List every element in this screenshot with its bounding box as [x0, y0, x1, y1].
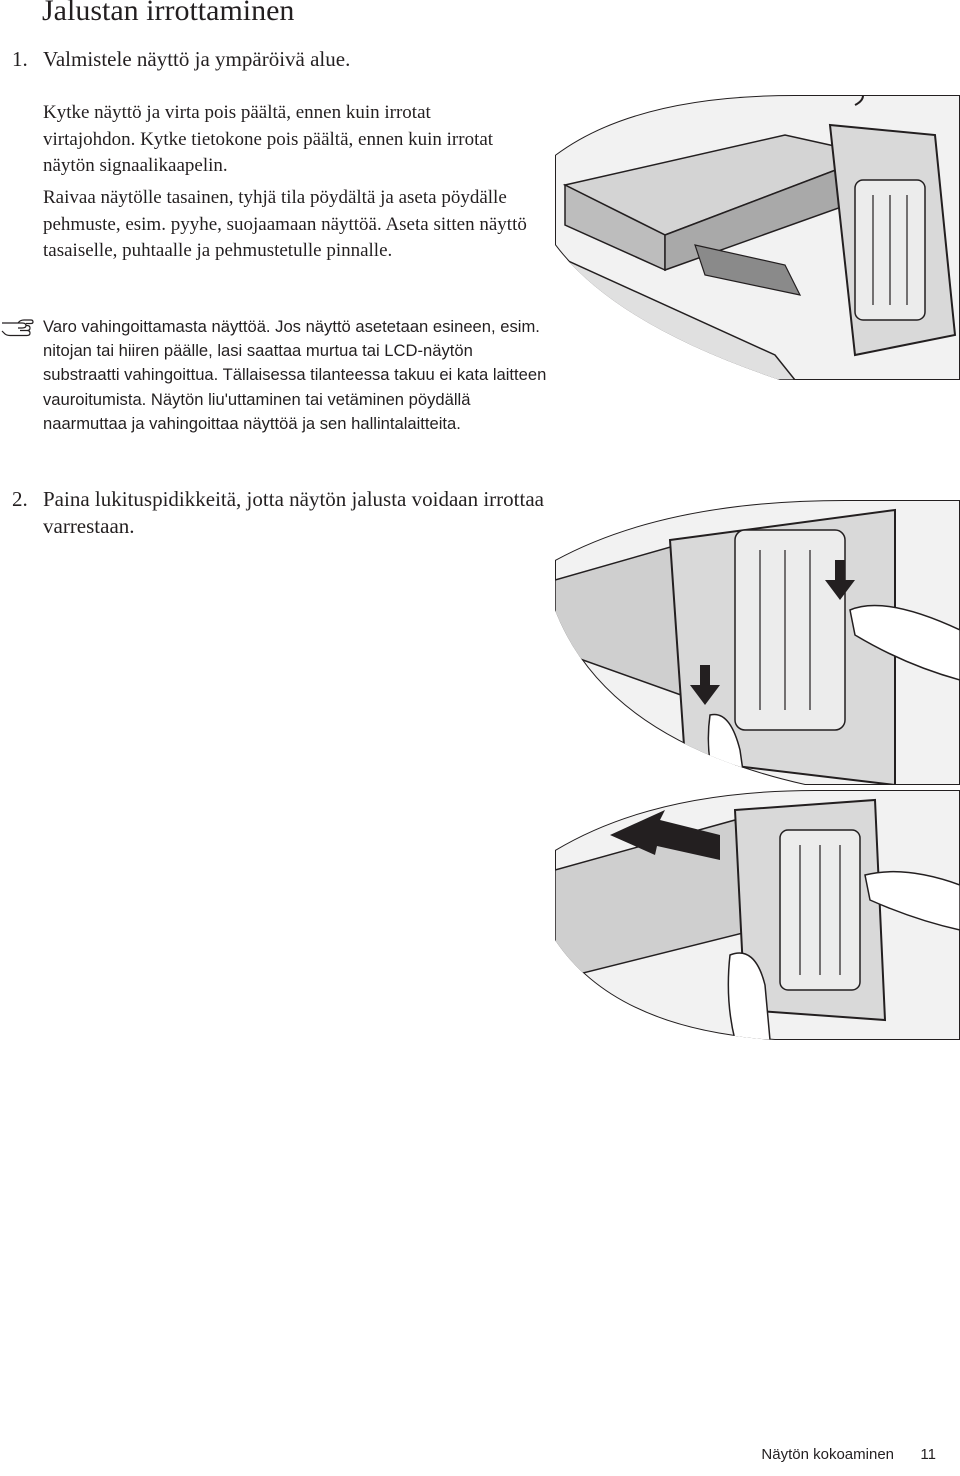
step-number: 1.	[12, 47, 28, 71]
step-2	[12, 486, 552, 546]
step-1	[12, 46, 452, 76]
instruction-paragraph: Raivaa näytölle tasainen, tyhjä tila pöydältä ja aseta pöydälle pehmuste, esim. pyyhe, suojaamaan näyttöä. Aseta sitten näyttö tasaiselle, puhtaalle ja pehmustetulle pinnalle.	[43, 187, 527, 261]
step-text: Valmistele näyttö ja ympäröivä alue.	[43, 47, 351, 71]
release-latch-illustration	[545, 500, 960, 785]
page-number: 11	[920, 1446, 936, 1463]
monitor-stand-illustration	[555, 95, 960, 380]
instruction-paragraph: Kytke näyttö ja virta pois päältä, ennen kuin irrotat virtajohdon. Kytke tietokone pois päältä, ennen kuin irrotat näytön signaalikaapelin.	[43, 102, 494, 176]
step-number: 2.	[12, 487, 28, 511]
note-text: Varo vahingoittamasta näyttöä. Jos näyttö asetetaan esineen, esim. nitojan tai hiiren päälle, lasi saattaa murtua tai LCD-näytön substraatti vahingoittua. Tällaisessa tilanteessa takuu ei kata laitteen vauroitumista. Näytön liu'uttaminen tai vetäminen pöydällä naarmuttaa ja vahingoittaa näyttöä ja sen hallintalaitteita.	[43, 317, 547, 433]
footer-section-title: Näytön kokoaminen	[761, 1446, 894, 1463]
remove-stand-illustration	[555, 780, 960, 1050]
pointing-hand-icon	[0, 314, 34, 338]
step-text: Paina lukituspidikkeitä, jotta näytön jalusta voidaan irrottaa varrestaan.	[43, 487, 544, 538]
page-title: Jalustan irrottaminen	[42, 0, 295, 27]
note-box	[0, 310, 560, 460]
